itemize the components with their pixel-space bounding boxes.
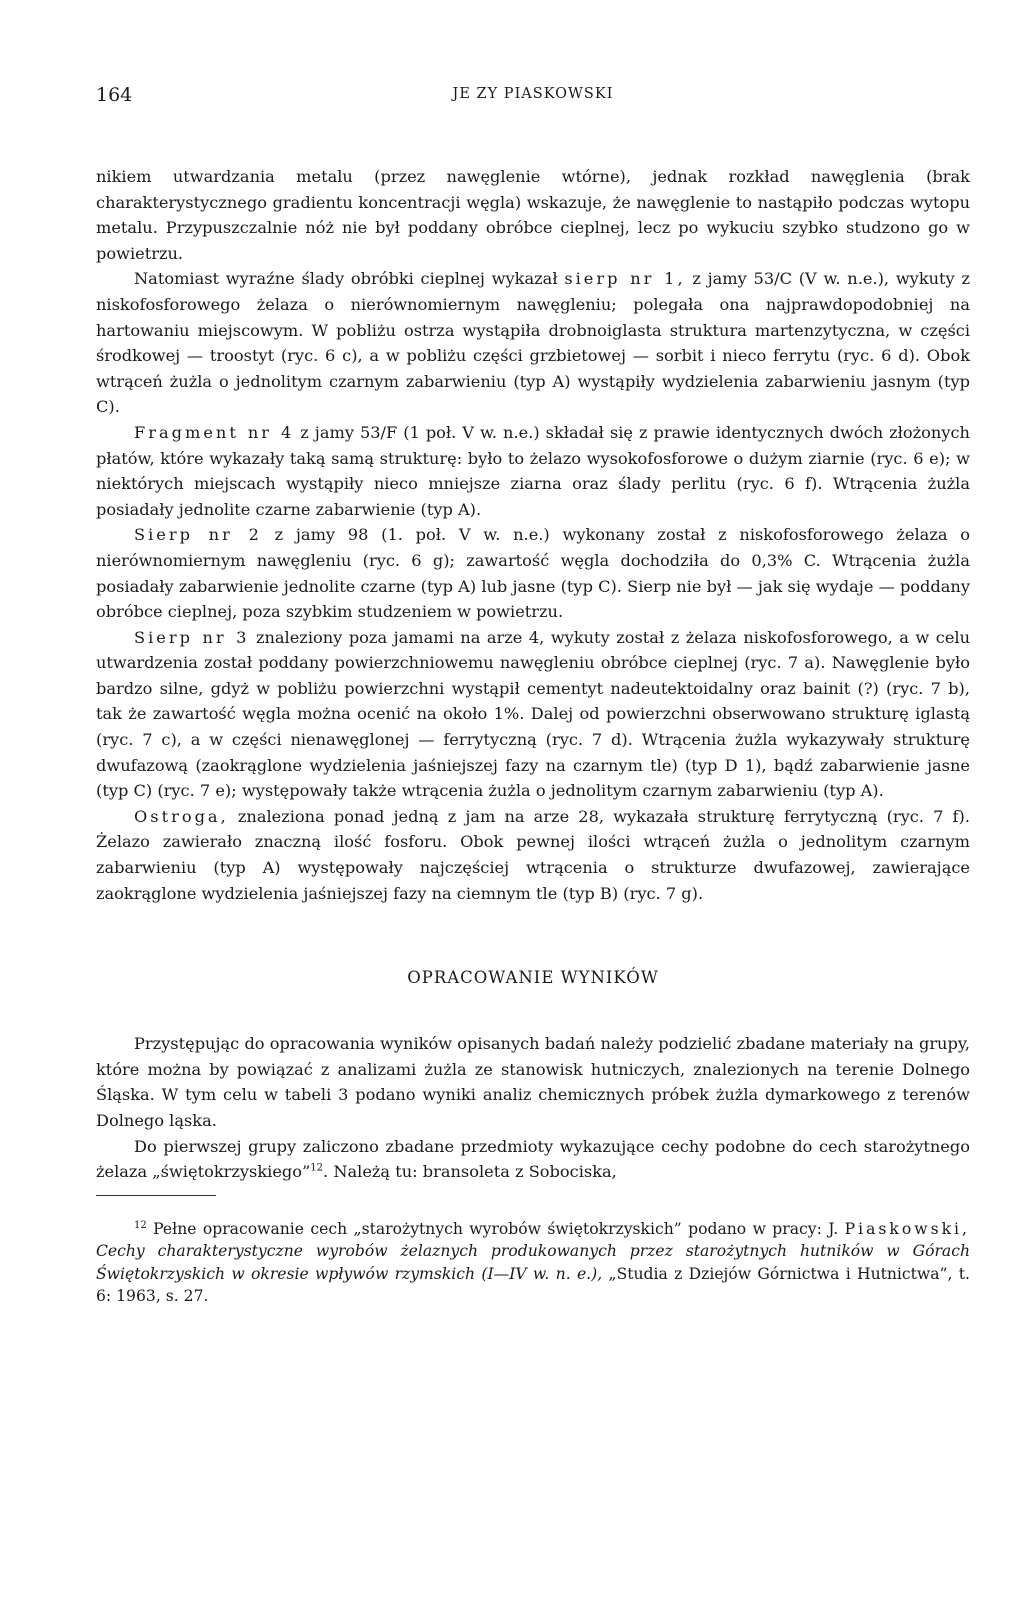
page — [96, 84, 970, 1308]
sierp-3-name: Sierp nr 3 — [134, 627, 250, 647]
footnote-work-title: Cechy charakterystyczne wyrobów żelaznych produkowanych przez starożytnych hutników w Górach Świętokrzyskich w okresie wpływów rzymskich (I—IV w. n. e.), — [96, 1242, 970, 1283]
paragraph-1 — [96, 164, 970, 266]
footnote-reference[interactable]: 12 — [310, 1162, 324, 1174]
section-text — [96, 1031, 970, 1185]
paragraph-sierp-1 — [96, 266, 970, 420]
paragraph-fragment-4-text: z jamy 53/F (1 poł. V w. n.e.) składał się z prawie identycznych dwóch złożonych płatów, które wykazały taką samą strukturę: było to żelazo wysokofosforowe o dużym ziarnie (ryc. 6 e); w niektórych miejscach wystąpiły nieco mniejsze ziarna oraz ślady perlitu (ryc. 6 f). Wtrącenia żużla posiadały jednolite czarne zabarwienie (typ A). — [96, 422, 970, 519]
page-number: 164 — [96, 84, 133, 106]
paragraph-1-text: nikiem utwardzania metalu (przez nawęglenie wtórne), jednak rozkład nawęglenia (brak charakterystycznego gradientu koncentracji węgla) wskazuje, że nawęglenie to nastąpiło podczas wytopu metalu. Przypuszczalnie nóż nie był poddany obróbce cieplnej, lecz po wykuciu szybko studzono go w powietrzu. — [96, 167, 970, 263]
section-paragraph-2-lead: Do pierwszej grupy zaliczono zbadane przedmioty wykazujące cechy podobne do cech starożytnego żelaza „świętokrzyskiego” — [96, 1136, 970, 1182]
paragraph-fragment-4 — [96, 420, 970, 522]
section-heading: OPRACOWANIE WYNIKÓW — [407, 968, 659, 988]
footnote-text-tail: „Studia z Dziejów Górnictwa i Hutnictwa”, t. 6: 1963, s. 27. — [96, 1264, 970, 1306]
paragraph-sierp-3-text: znaleziony poza jamami na arze 4, wykuty został z żelaza niskofosforowego, a w celu utwardzenia został poddany powierzchniowemu nawęgleniu obróbce cieplnej (ryc. 7 a). Nawęglenie było bardzo silne, gdyż w pobliżu powierzchni wystąpił cementyt nadeutektoidalny oraz bainit (?) (ryc. 7 b), tak że zawartość węgla można ocenić na około 1%. Dalej od powierzchni obserwowano strukturę iglastą (ryc. 7 c), a w części nienawęglonej — ferrytyczną (ryc. 7 d). Wtrącenia żużla wykazywały strukturę dwufazową (zaokrąglone wydzielenia jaśniejszej fazy na czarnym tle) (typ D 1), bądź zabarwienie jasne (typ C) (ryc. 7 e); występowały także wtrącenia żużla o jednolitym czarnym zabarwieniu (typ A). — [96, 627, 971, 801]
footnote-author: Piaskowski, — [844, 1219, 970, 1238]
paragraph-sierp-1-lead: Natomiast wyraźne ślady obróbki cieplnej wykazał — [134, 269, 558, 289]
footnote-12 — [96, 1218, 970, 1308]
body-text — [96, 164, 970, 906]
footnote-text-lead: Pełne opracowanie cech „starożytnych wyrobów świętokrzyskich” podano w pracy: J. — [153, 1219, 839, 1238]
section-paragraph-2-tail: . Należą tu: bransoleta z Sobociska, — [323, 1162, 617, 1182]
ostroga-name: Ostroga, — [134, 806, 229, 826]
paragraph-sierp-1-text: z jamy 53/C (V w. n.e.), wykuty z niskofosforowego żelaza o nierównomiernym nawęgleniu; polegała ona najprawdopodobniej na hartowaniu miejscowym. W pobliżu ostrza wystąpiła drobnoiglasta struktura martenzytyczna, w części środkowej — troostyt (ryc. 6 c), a w pobliżu części grzbietowej — sorbit i nieco ferrytu (ryc. 6 d). Obok wtrąceń żużla o jednolitym czarnym zabarwieniu (typ A) wystąpiły wydzielenia zabarwieniu jasnym (typ C). — [96, 269, 970, 417]
paragraph-ostroga-text: znaleziona ponad jedną z jam na arze 28, wykazała strukturę ferrytyczną (ryc. 7 f). Żelazo zawierało znaczną ilość fosforu. Obok pewnej ilości wtrąceń żużla o jednolitym czarnym zabarwieniu (typ A) występowały najczęściej wtrącenia o strukturze dwufazowej, zawierające zaokrąglone wydzielenia jaśniejszej fazy na ciemnym tle (typ B) (ryc. 7 g). — [96, 806, 970, 903]
running-header-title: JE ZY PIASKOWSKI — [452, 86, 614, 102]
paragraph-ostroga — [96, 804, 970, 906]
running-head — [96, 84, 970, 114]
sierp-1-name: sierp nr 1, — [564, 269, 686, 289]
sierp-2-name: Sierp nr 2 — [134, 525, 262, 545]
section-paragraph-2 — [96, 1134, 970, 1185]
paragraph-sierp-3 — [96, 625, 970, 804]
section-paragraph-1 — [96, 1031, 970, 1133]
section-paragraph-1-text: Przystępując do opracowania wyników opisanych badań należy podzielić zbadane materiały na grupy, które można by powiązać z analizami żużla ze stanowisk hutniczych, znalezionych na terenie Dolnego Śląska. W tym celu w tabeli 3 podano wyniki analiz chemicznych próbek żużla dymarkowego z terenów Dolnego ląska. — [96, 1034, 970, 1130]
paragraph-sierp-2-text: z jamy 98 (1. poł. V w. n.e.) wykonany został z niskofosforowego żelaza o nierównomiernym nawęgleniu (ryc. 6 g); zawartość węgla dochodziła do 0,3% C. Wtrącenia żużla posiadały zabarwienie jednolite czarne (typ A) lub jasne (typ C). Sierp nie był — jak się wydaje — poddany obróbce cieplnej, poza szybkim studzeniem w powietrzu. — [96, 525, 970, 622]
paragraph-sierp-2 — [96, 522, 970, 624]
fragment-4-name: Fragment nr 4 — [134, 422, 295, 442]
footnote-number: 12 — [134, 1219, 147, 1231]
footnote-divider — [96, 1195, 216, 1196]
